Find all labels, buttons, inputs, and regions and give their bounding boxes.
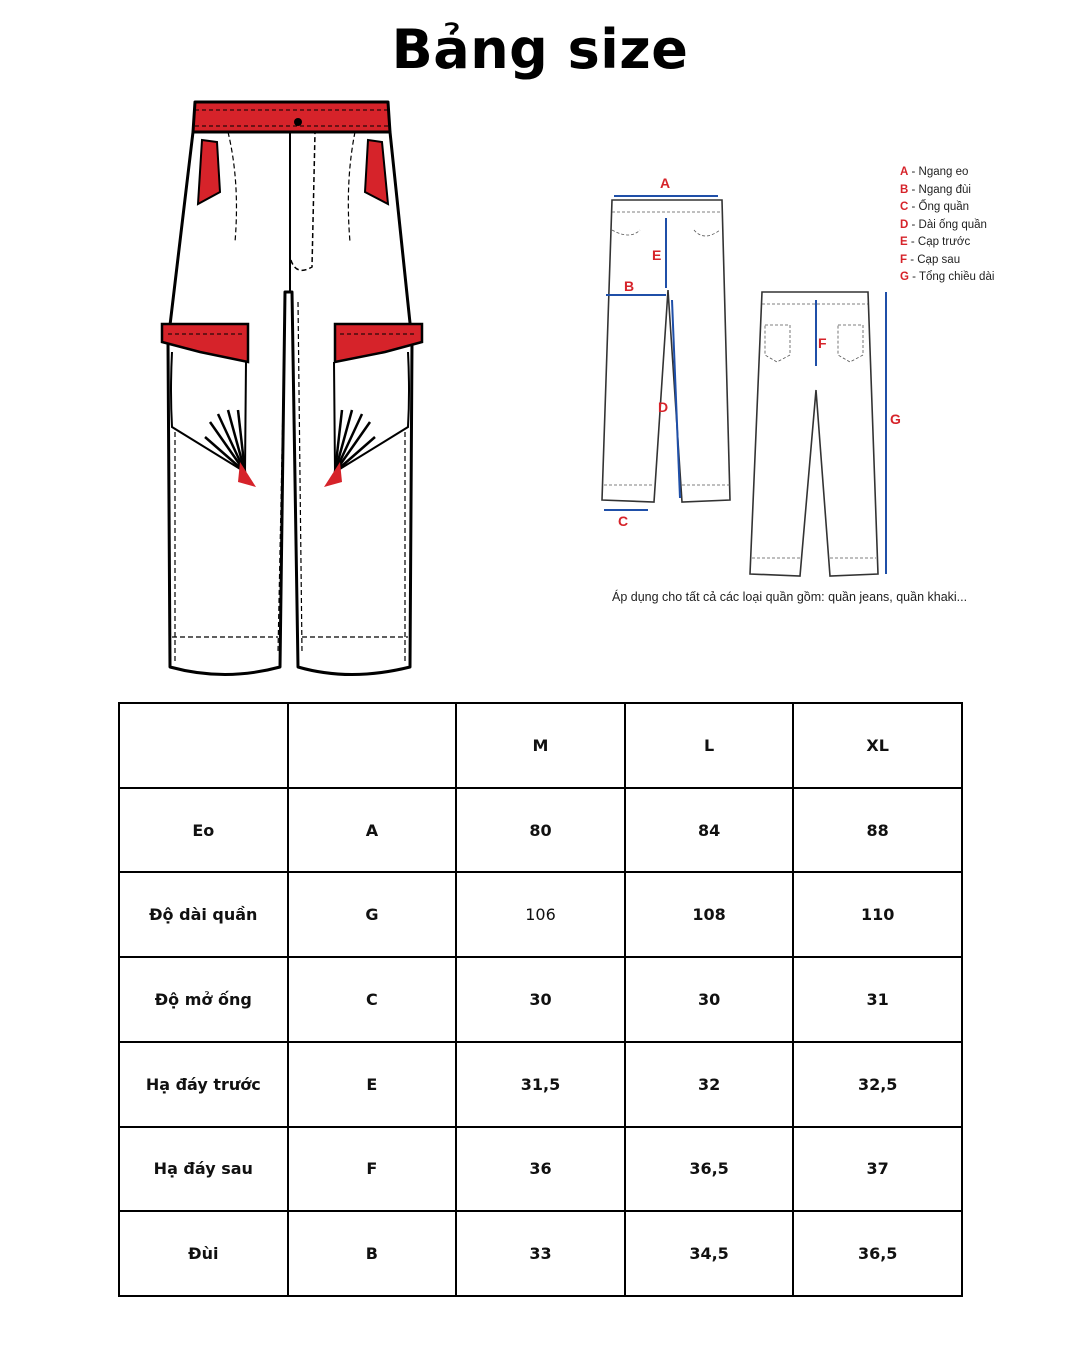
row-code: C: [288, 957, 457, 1042]
label-letter-A: A: [660, 175, 671, 191]
label-letter-C: C: [618, 513, 629, 529]
row-label: Đùi: [119, 1211, 288, 1296]
table-row: [119, 957, 962, 1042]
measurement-legend: [900, 164, 994, 287]
left-pocket-flap-shape: [198, 140, 220, 204]
table-header-row: [119, 703, 962, 788]
table-cell: 30: [625, 957, 794, 1042]
table-cell: 36: [456, 1127, 625, 1212]
header-cell-xl: XL: [793, 703, 962, 788]
table-cell: 88: [793, 788, 962, 873]
header-cell-l: L: [625, 703, 794, 788]
table-cell: 33: [456, 1211, 625, 1296]
table-cell: 32: [625, 1042, 794, 1127]
legend-item: E - Cạp trước: [900, 236, 971, 248]
table-row: [119, 788, 962, 873]
table-row: [119, 1127, 962, 1212]
legend-item: B - Ngang đùi: [900, 183, 971, 196]
table-row: [119, 1042, 962, 1127]
label-letter-E: E: [652, 247, 662, 263]
back-jeans-shape: [750, 292, 878, 576]
row-label: Hạ đáy sau: [119, 1127, 288, 1212]
table-cell: 80: [456, 788, 625, 873]
row-label: Độ dài quần: [119, 872, 288, 957]
table-cell: 30: [456, 957, 625, 1042]
row-code: A: [288, 788, 457, 873]
page-title: Bảng size: [391, 18, 689, 81]
table-cell: 32,5: [793, 1042, 962, 1127]
table-row: [119, 1211, 962, 1296]
table-cell: 106: [456, 872, 625, 957]
legend-item: A - Ngang eo: [900, 166, 969, 178]
table-cell: 34,5: [625, 1211, 794, 1296]
table-cell: 110: [793, 872, 962, 957]
table-cell: 108: [625, 872, 794, 957]
row-code: B: [288, 1211, 457, 1296]
table-cell: 31,5: [456, 1042, 625, 1127]
applicability-note: Áp dụng cho tất cả các loại quần gồm: quần jeans, quần khaki...: [612, 590, 968, 604]
table-cell: 37: [793, 1127, 962, 1212]
legend-item: C - Ống quần: [900, 201, 970, 213]
label-letter-F: F: [818, 335, 827, 351]
label-letter-D: D: [658, 399, 669, 415]
header-cell-m: M: [456, 703, 625, 788]
table-cell: 36,5: [625, 1127, 794, 1212]
cargo-pants-illustration: [150, 92, 440, 682]
row-label: Độ mở ống: [119, 957, 288, 1042]
table-cell: 84: [625, 788, 794, 873]
table-row: [119, 872, 962, 957]
row-label: Eo: [119, 788, 288, 873]
legend-item: F - Cạp sau: [900, 253, 961, 266]
row-code: F: [288, 1127, 457, 1212]
waistband-shape: [193, 102, 390, 132]
row-code: G: [288, 872, 457, 957]
header-cell: [288, 703, 457, 788]
row-code: E: [288, 1042, 457, 1127]
label-letter-B: B: [624, 278, 635, 294]
header-cell: [119, 703, 288, 788]
label-letter-G: G: [890, 411, 901, 427]
size-table: [118, 702, 963, 1297]
table-cell: 31: [793, 957, 962, 1042]
legend-item: G - Tổng chiều dài: [900, 271, 995, 283]
row-label: Hạ đáy trước: [119, 1042, 288, 1127]
table-cell: 36,5: [793, 1211, 962, 1296]
legend-item: D - Dài ống quần: [900, 218, 987, 231]
